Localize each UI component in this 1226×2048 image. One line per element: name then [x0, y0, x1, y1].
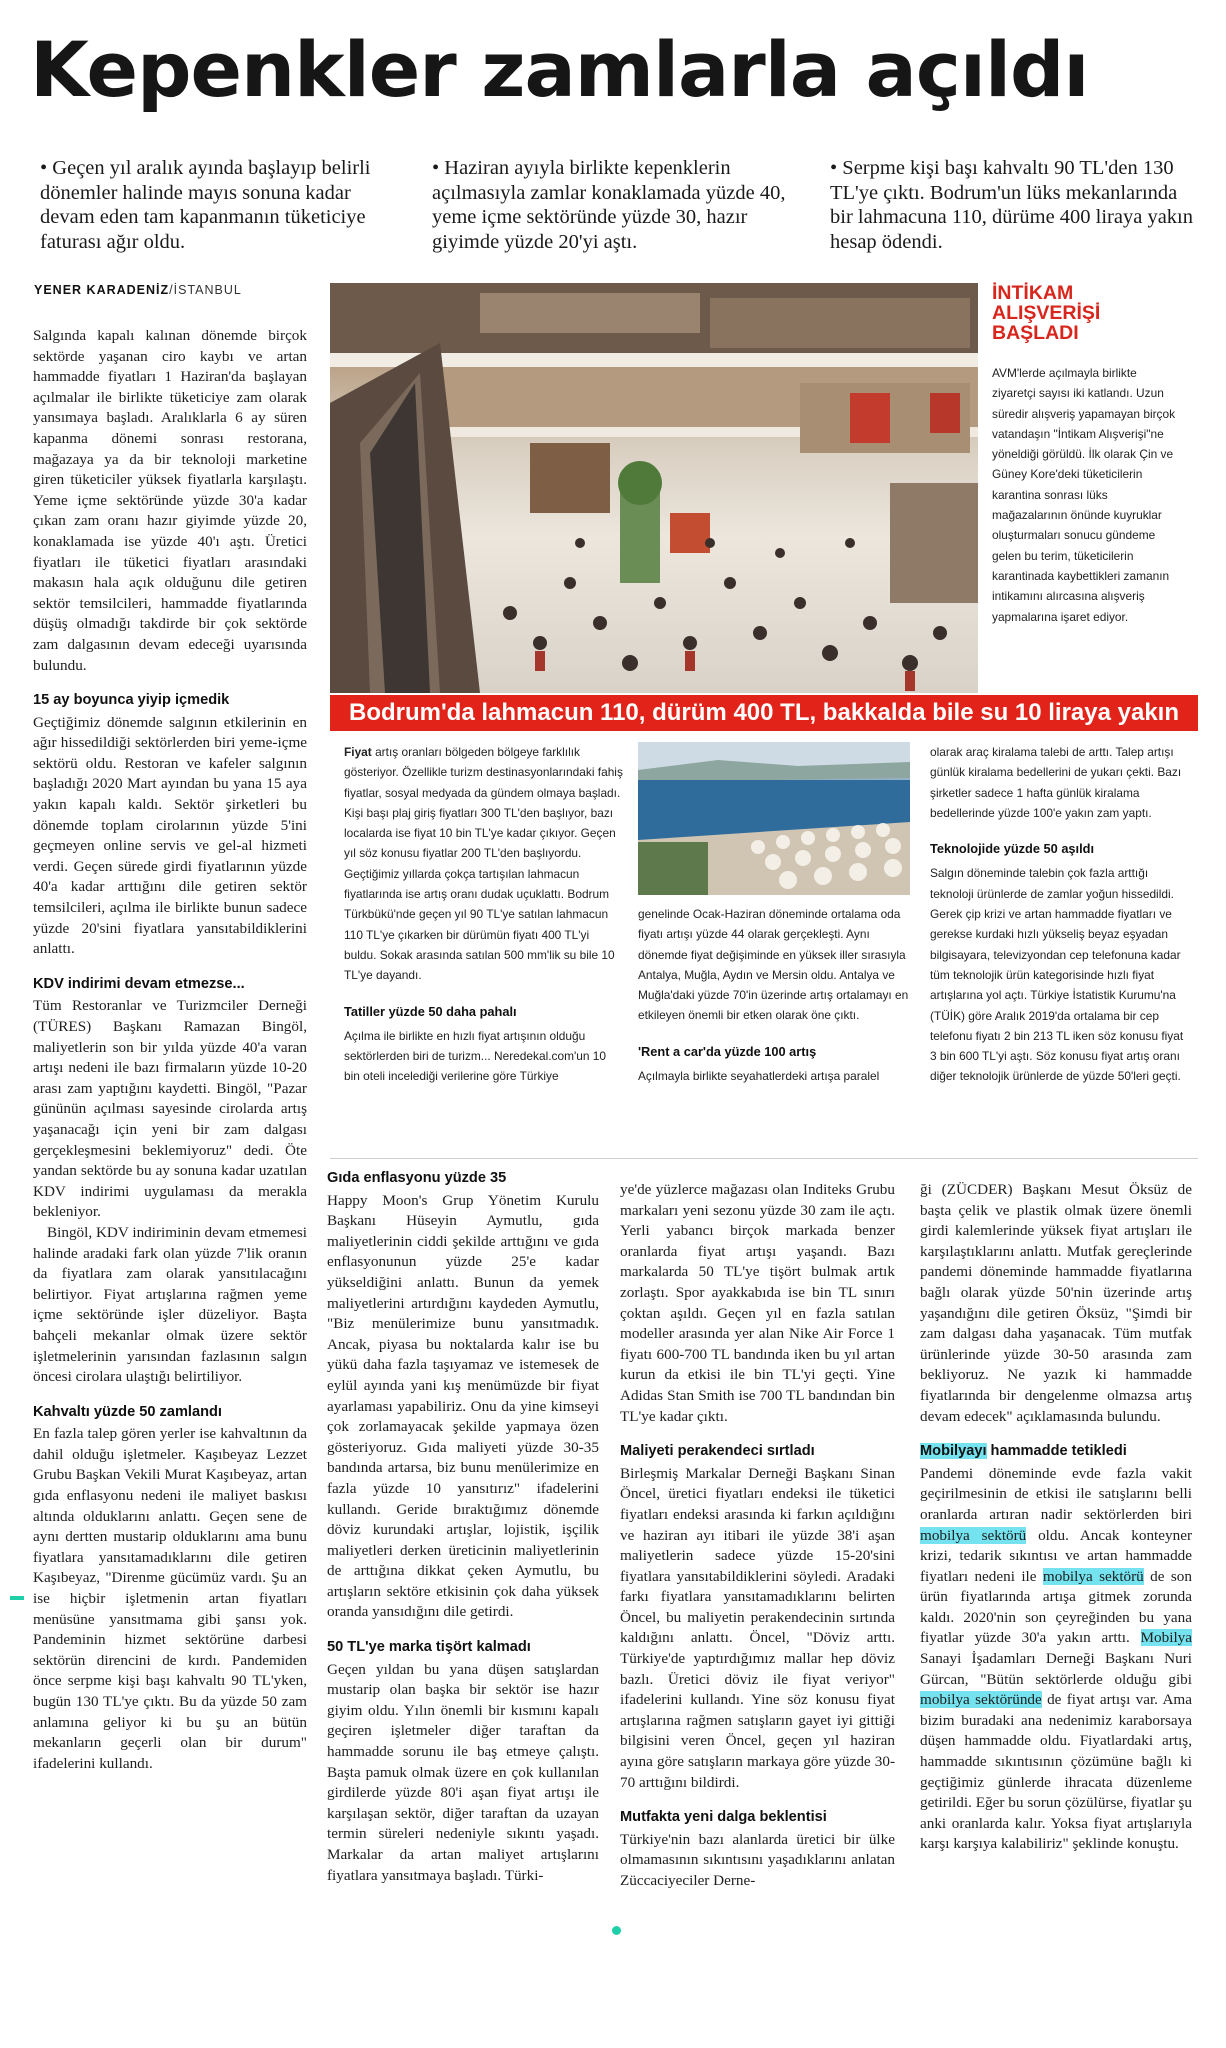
mall-photo	[330, 283, 978, 693]
deck-1: • Geçen yıl aralık ayında başlayıp belirli dönemler halinde mayıs sonuna kadar devam eden tam kapanmanın tüketiciye faturası ağır oldu.	[40, 157, 371, 253]
column-3	[620, 1180, 895, 1892]
text-run: Pandemi döneminde evde fazla vakit geçirilmesinin de etkisi ile satışlarını belli oranlarda artıran nadir sektörlerden biri	[920, 1464, 1192, 1523]
byline-separator: /	[169, 283, 174, 297]
side-paragraph	[344, 742, 624, 986]
side-text: artış oranları bölgeden bölgeye farklılık gösteriyor. Özellikle turizm destinasyonlarındaki fahiş fiyatlar, sosyal medyada da gündem olmaya başladı. Kişi başı plaj giriş fiyatları 300 TL'den başlıyor, bazı localarda ise fiyat 10 bin TL'ye kadar çıkıyor. Geçen yıl söz konusu fiyatlar 200 TL'den başlıyordu. Geçtiğimiz yıllarda çokça tartışılan lahmacun fiyatlarında ise artış oranı dudak uçuklattı. Bodrum Türkbükü'nde geçen yıl 90 TL'ye satılan lahmacun 110 TL'ye çıkarken bir dürümün fiyatı 400 TL'yi buldu. Sokak arasında satılan 500 mm'lik su bile 10 TL'ye dayandı.	[344, 745, 623, 983]
subhead-rent-a-car: 'Rent a car'da yüzde 100 artış	[638, 1043, 817, 1059]
paragraph: Tüm Restoranlar ve Turizmciler Derneği (TÜRES) Başkanı Ramazan Bingöl, maliyetlerin son bir yılda yüzde 40'a varan artışı nedeni ile bazı firmaların yüzde 10-20 arası zam yaptığını kaydetti. Bingöl, "Pazar gününün açılması sayesinde cirolarda artış yaşanacağı için yeni bir zam dalgası gerçekleşmesini beklemiyoruz" dedi. Öte yandan sektörde bu ay sonuna kadar uzatılan KDV indirimi uygulaması da merakla bekleniyor.	[33, 997, 307, 1221]
highlight-mark: Mobilyayı	[920, 1443, 987, 1460]
paragraph: Geçen yıldan bu yana düşen satışlardan mustarip olan başka bir sektör ise hazır giyim oldu. Yılın önemli bir kısmını kapalı geçiren işletmeler diğer taraftan da hammadde sorunu ile baş etmeye çalıştı. Başta pamuk olmak üzere en çok kullanılan girdilerde yüzde 80'i aşan fiyat artışı ile karşılaşan sektör, diğer taraftan da uzayan termin süreleri nedeniyle sıkıntı yaşadı. Markalar da artan maliyet artışlarını fiyatlara yansıtmaya başladı. Türki-	[327, 1660, 599, 1884]
subhead-mobilya	[920, 1441, 1192, 1462]
beach-photo	[638, 742, 910, 895]
highlight-mark: mobilya sektörü	[1042, 1567, 1144, 1585]
text-run: oldu. Ancak konteyner krizi, tedarik sıkıntısı ve artan hammadde fiyatları nedeni ile	[920, 1526, 1192, 1585]
paragraph: Bingöl, KDV indiriminin devam etmemesi halinde aradaki fark olan yüzde 7'lik oranın da fiyatlara zam olarak yansıtılacağını belirtiyor. Fiyat artışlarına rağmen yeme içme sektöründe işler düzeliyor. Başta bahçeli mekanlar olmak üzere sektör işletmelerinin yarısından fazlasının salgın öncesi cirolara ulaştığı belirtiliyor.	[33, 1223, 307, 1386]
subhead-tatiller: Tatiller yüzde 50 daha pahalı	[344, 1003, 517, 1019]
paragraph	[920, 1464, 1192, 1855]
subhead-kdv: KDV indirimi devam etmezse...	[33, 975, 245, 992]
beach-photo-illustration	[638, 742, 910, 895]
subhead-mutfak: Mutfakta yeni dalga beklentisi	[620, 1809, 827, 1826]
intikam-text: AVM'lerde açılmayla birlikte ziyaretçi sayısı iki katlandı. Uzun süredir alışveriş yapamayan birçok vatandaşın "İntikam Alışverişi"ne yöneldiği görüldü. İlk olarak Çin ve Güney Kore'deki tüketicilerin karantina sonrası lüks mağazalarının önünde kuyruklar oluşturmaları sonucu gündeme gelen bu terim, tüketicilerin karantinada kaybettikleri zamanın intikamını alırcasına alışveriş yapmalarına işaret ediyor.	[992, 366, 1176, 624]
text-run: de fiyat artışı var. Ama bizim buradaki ana nedenimiz karaborsaya düşen hammadde oldu. Fiyatlardaki artış, hammadde sıkıntısının çözümüne bağlı ki geçtiğimiz günlerde ihracata düzenleme getirildi. Eğer bu sorun çözülürse, fiyatlar şu anki oranlarda kalır. Yoksa fiyat artışlarıyla karşı karşıya kalabiliriz" şeklinde konuştu.	[920, 1691, 1192, 1853]
deck-3: • Serpme kişi başı kahvaltı 90 TL'den 130 TL'ye çıktı. Bodrum'un lüks mekanlarında bir lahmacuna 110, dürüme 400 liraya yakın hesap ödendi.	[830, 157, 1194, 253]
side-paragraph: Açılma ile birlikte en hızlı fiyat artışının olduğu sektörlerden biri de turizm... Neredekal.com'un 10 bin oteli incelediği verilerine göre Türkiye	[344, 1028, 607, 1084]
intro-paragraph: Salgında kapalı kalınan dönemde birçok sektörde yaşanan ciro kaybı ve artan hammadde fiyatları 1 Haziran'da başlayan açılmalar ile birlikte tüketiciye zam olarak yansımaya başladı. Aralıklarla 6 ay süren kapanma dönemi sonrası restorana, mağazaya ya da bir teknoloji marketine giren tüketiciler yüksek fiyatlarla karşılaştı. Yeme içme sektöründe yüzde 30'a kadar çıkan zam oranı hazır giyimde yüzde 20, konaklamada ise yüzde 40'ı aştı. Üretici fiyatları ile tüketici fiyatları arasındaki makasın hala açık olduğunu dile getiren sektör temsilcileri, hammadde fiyatlarında düşüş olmadığı takdirde bir çok sektörde zam dalgasının devam edeceği uyarısında bulundu.	[33, 327, 307, 674]
paragraph: En fazla talep gören yerler ise kahvaltının da dahil olduğu işletmeler. Kaşıbeyaz Lezzet Grubu Başkan Vekili Murat Kaşıbeyaz, artan gıda enflasyonu nedeni ile maliyet baskısı altında olduklarını anlattı. Geçen sene de aynı dertten mustarip olduklarını ama bunu fiyatlara yansıtamadıklarını dile getiren Kaşıbeyaz, "Direnme gücümüz vardı. Şu an ise hiçbir işletmenin artan fiyatları menüsüne yansıtmama gibi şansı yok. Pandeminin hizmet sektörüne darbesi sektörün direncini de kırdı. Pandemiden önce serpme kişi başı kahvaltı 90 TL'yken, bugün 130 TL'ye çıktı. Bu da yüzde 50 zam anlamına geliyor ki bu şu an bütün mekanların geçerli olan bir durum" ifadelerini kullandı.	[33, 1425, 307, 1772]
side-paragraph: genelinde Ocak-Haziran döneminde ortalama oda fiyatı artışı yüzde 44 olarak gerçekleşti. Aynı dönemde fiyat değişiminde en yüksek iller sırasıyla Antalya, Muğla, Aydın ve Mersin oldu. Antalya ve Muğla'daki yüzde 70'in üzerinde artış ortalamayı en etkileyen önemli bir etken olarak öne çıktı.	[638, 907, 909, 1023]
subhead-teknoloji: Teknolojide yüzde 50 aşıldı	[930, 841, 1095, 857]
side-paragraph: olarak araç kiralama talebi de arttı. Talep artışı günlük kiralama bedellerini de yukarı çekti. Bazı şirketler sadece 1 hafta günlük kiralama bedellerinde yüzde 100'e yakın zam yaptı.	[930, 745, 1182, 820]
paragraph: Geçtiğimiz dönemde salgının etkilerinin en ağır hissedildiği sektörlerden biri yeme-içme sektörü oldu. Restoran ve kafeler salgının başladığı 2020 Mart ayından bu yana 15 aya yakın kapalı kaldı. Sektör şirketleri bu dönemde toplam cirolarının yüzde 5'ini geçmeyen online servis ve gel-al hizmeti verdi. Geçen sürede girdi fiyatlarının yüzde 40'a kadar arttığını dile getiren sektör temsilcileri, açılma ile birlikte bunun sadece yüzde 20'sini fiyatlara yansıtabildiklerini anlattı.	[33, 713, 307, 958]
paragraph: Türkiye'nin bazı alanlarda üretici bir ülke olmamasının sıkıntısını yaşadıklarını anlatan Züccaciyeciler Derne-	[620, 1830, 895, 1889]
side-paragraph: Salgın döneminde talebin çok fazla arttığı teknoloji ürünlerde de zamlar yoğun hissedildi. Gerek çip krizi ve artan hammadde fiyatları ve gerekse kurdaki hızlı yükseliş beyaz eşyadan bilgisayara, televizyondan cep telefonuna kadar tüm teknolojik ürün kategorisinde hızlı fiyat artışlarına yol açtı. Türkiye İstatistik Kurumu'na (TÜİK) göre Aralık 2019'da ortalama bir cep telefonu fiyatı 2 bin 213 TL iken söz konusu fiyat 3 bin 600 TL'yi aştı. Söz konusu fiyat artış oranı diğer teknolojik ürünlerde de yüzde 50'leri geçti.	[930, 866, 1184, 1084]
section-divider	[330, 1158, 1198, 1159]
headline: Kepenkler zamlarla açıldı	[30, 25, 1089, 114]
intikam-title-line: İNTİKAM	[992, 282, 1074, 304]
byline-author: YENER KARADENİZ	[34, 283, 170, 297]
paragraph: ye'de yüzlerce mağazası olan Inditeks Grubu markaları yeni sezonu yüzde 30 zam ile açtı. Yerli yabancı birçok markada benzer oranlarda fiyat artışı yaşandı. Bazı markalarda 50 TL'ye tişört bulmak artık zorlaştı. Spor ayakkabıda ise bin TL sınırı çoktan aşıldı. Geçen yıl en fazla satılan modeller arasında yer alan Nike Air Force 1 fiyatı 600-700 TL bandında iken bu yıl artan kurun da etkisi ile bin TL'yi geçti. Yine Adidas Stan Smith ise 700 TL bandından bin TL'ye kadar çıktı.	[620, 1181, 895, 1425]
intikam-title	[992, 283, 1182, 343]
subhead-tisort: 50 TL'ye marka tişört kalmadı	[327, 1639, 531, 1656]
column-4	[920, 1180, 1192, 1855]
marker-dash-icon	[10, 1596, 24, 1600]
side-column-3	[930, 742, 1192, 1087]
text-run: de son ürün fiyatlarında artışa gitmek zorunda kaldı. 2020'nin son çeyreğinden bu yana fiyatlar yüzde 30'a yakın arttı.	[920, 1567, 1192, 1647]
subhead-kahvalti: Kahvaltı yüzde 50 zamlandı	[33, 1403, 222, 1420]
side-column-2	[638, 904, 910, 1086]
side-paragraph: Açılmayla birlikte seyahatlerdeki artışa paralel	[638, 1069, 880, 1084]
intikam-title-line: ALIŞVERİŞİ	[992, 302, 1101, 324]
subhead-perakendeci: Maliyeti perakendeci sırtladı	[620, 1443, 815, 1460]
red-banner: Bodrum'da lahmacun 110, dürüm 400 TL, bakkalda bile su 10 liraya yakın	[330, 695, 1198, 731]
paragraph: ği (ZÜCDER) Başkanı Mesut Öksüz de başta çelik ve plastik olmak üzere önemli girdi kalemlerinde yüksek fiyat artışları ile karşılaştıklarını anlattı. Mutfak gereçlerinde pandemi döneminde hammadde fiyatlarına bağlı olarak yüzde 50'nin üzerinde artış yaşandığını dile getiren Öksüz, "Şimdi bir zam dalgası daha yaşanacak. Tüm mutfak ürünlerinde yüzde 30-50 arasında zam bekliyoruz. Ne yazık ki hammadde fiyatlarında bir dengelenme olmazsa artış devam edecek" açıklamasında bulundu.	[920, 1181, 1192, 1425]
highlight-mark: mobilya sektörü	[920, 1526, 1027, 1544]
paragraph: Birleşmiş Markalar Derneği Başkanı Sinan Öncel, üretici fiyatları endeksi ile tüketici fiyatları endeksi arasında ki farkın açıldığını ve haziran ayı itibari ile yüzde 38'i aşan maliyetlerin sadece yüzde 15-20'sini fiyatlara yansıtabildiklerini söyledi. Aradaki farkı fiyatlara yansıtamadıklarını belirten Öncel, bu maliyetin perakendecinin sırtında kaldığını anlattı. Öncel, "Döviz arttı. Türkiye'de yaptırdığımız mallar hep döviz bazlı. Üretici döviz ile fiyat veriyor" ifadelerini kullandı. Yine söz konusu fiyat artışlarına rağmen satışların gayet iyi gittiği bilgisini veren Öncel, geçen yıl haziran ayına göre satışların markaya göre yüzde 30-70 arttığını bildirdi.	[620, 1464, 895, 1791]
column-2	[327, 1168, 599, 1886]
paragraph: Happy Moon's Grup Yönetim Kurulu Başkanı Hüseyin Aymutlu, gıda maliyetlerinin ciddi şekilde arttığını ve gıda enflasyonunun yüzde 25'e kadar yükseldiğini anlattı. Bunun da yemek maliyetlerini artırdığını kaydeden Aymutlu, "Biz menülerimize bunu yansıtmadık. Ancak, piyasa bu noktalarda kalır ise bu yükü daha fazla taşıyamaz ve istemesek de eylül ayında yani kış menümüzde bir fiyat ayarlaması yapabiliriz. Onu da yine kimseyi çok zorlamayacak şekilde yapmaya özen gösteriyoruz. Gıda maliyeti yüzde 30-35 bandında artarsa, biz bunu menülerimize en fazla yüzde 10 yansıtırız" ifadelerini kullandı. Geride bıraktığımız dönemde döviz kurundaki artışlar, lojistik, işçilik maliyetleri derken üreticinin maliyetlerinin de arttığına dikkat çeken Aymutlu, bu artışların sektöre etkisinin çok daha yüksek oranda yansıdığını dile getirdi.	[327, 1191, 599, 1621]
highlight-mark: mobilya sektöründe	[920, 1691, 1042, 1709]
side-lead: Fiyat	[344, 745, 372, 759]
text-run: Sanayi İşadamları Derneği Başkanı Nuri Gürcan, "Bütün sektörlerde olduğu gibi	[920, 1650, 1192, 1688]
mall-photo-illustration	[330, 283, 978, 693]
deck-2: • Haziran ayıyla birlikte kepenklerin açılmasıyla zamlar konaklamada yüzde 40, yeme içme sektöründe yüzde 30, hazır giyimde yüzde 20'yi aştı.	[432, 157, 786, 253]
byline-city: İSTANBUL	[173, 283, 242, 297]
column-1	[33, 326, 307, 1774]
intikam-title-line: BAŞLADI	[992, 322, 1079, 344]
subhead-15-ay: 15 ay boyunca yiyip içmedik	[33, 692, 230, 709]
subhead-gida: Gıda enflasyonu yüzde 35	[327, 1170, 507, 1186]
side-column-1	[344, 742, 624, 1087]
subhead-rest: hammadde tetikledi	[986, 1443, 1127, 1460]
byline	[34, 283, 242, 297]
bullet-dot-icon	[612, 1926, 621, 1935]
highlight-mark: Mobilya	[1140, 1629, 1192, 1647]
